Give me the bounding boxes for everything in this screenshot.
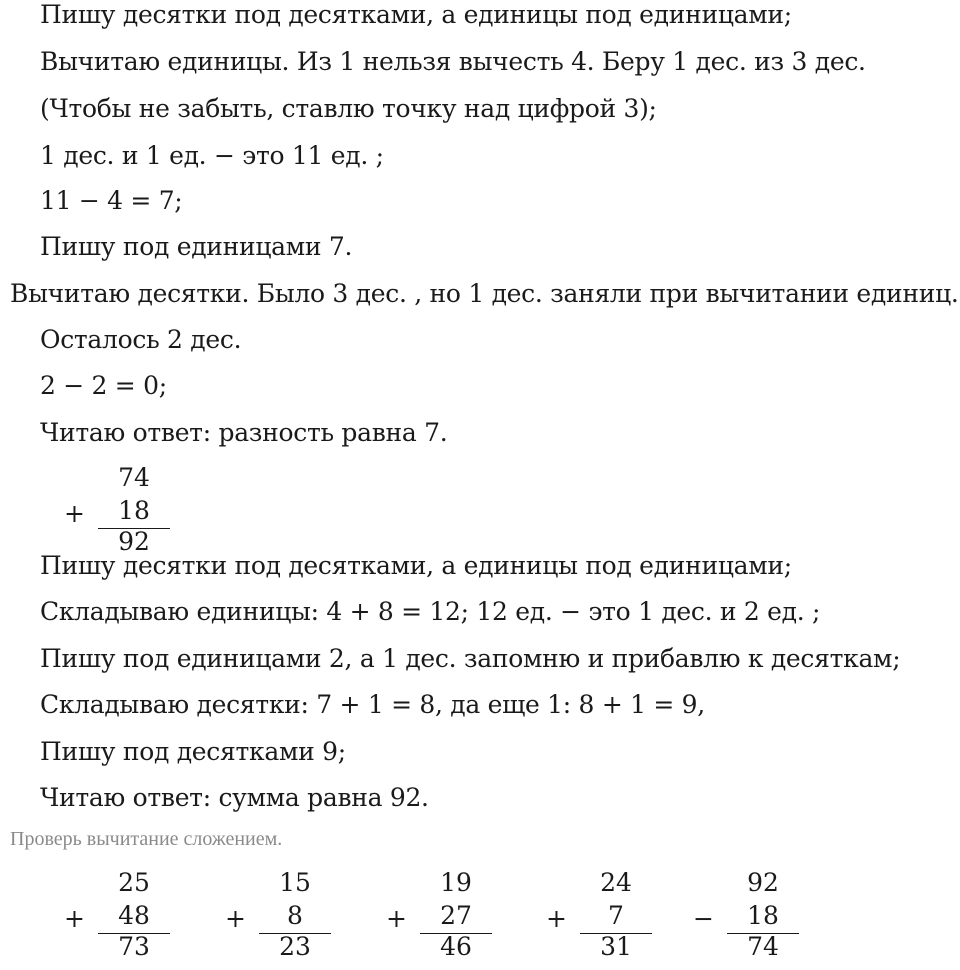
first-operand: 92 <box>747 868 779 897</box>
second-operand: 18 <box>118 496 150 525</box>
text-line: (Чтобы не забыть, ставлю точку над цифрой 3); <box>40 94 657 123</box>
text-line: 11 − 4 = 7; <box>40 186 183 215</box>
text-line: Читаю ответ: сумма равна 92. <box>40 783 429 812</box>
result: 31 <box>600 932 632 961</box>
column-addition-example <box>64 463 184 558</box>
second-operand: 48 <box>118 901 150 930</box>
operator-sign: − <box>693 904 714 933</box>
operator-sign: + <box>225 904 246 933</box>
first-operand: 24 <box>600 868 632 897</box>
second-operand: 8 <box>287 901 303 930</box>
first-operand: 19 <box>440 868 472 897</box>
check-example <box>64 868 184 963</box>
second-operand: 7 <box>608 901 624 930</box>
check-example <box>225 868 345 963</box>
text-line: Пишу десятки под десятками, а единицы под единицами; <box>40 0 792 29</box>
text-line: 2 − 2 = 0; <box>40 371 167 400</box>
text-line: Складываю десятки: 7 + 1 = 8, да еще 1: 8 + 1 = 9, <box>40 690 705 719</box>
first-operand: 25 <box>118 868 150 897</box>
operator-sign: + <box>64 499 85 528</box>
result: 92 <box>118 527 150 556</box>
text-line: Пишу десятки под десятками, а единицы под единицами; <box>40 551 792 580</box>
text-line: Вычитаю единицы. Из 1 нельзя вычесть 4. Беру 1 дес. из 3 дес. <box>40 47 866 76</box>
text-line: Читаю ответ: разность равна 7. <box>40 418 448 447</box>
text-line: Осталось 2 дес. <box>40 325 242 354</box>
text-line: Вычитаю десятки. Было 3 дес. , но 1 дес. заняли при вычитании единиц. <box>10 279 959 308</box>
operator-sign: + <box>546 904 567 933</box>
text-line: Складываю единицы: 4 + 8 = 12; 12 ед. − это 1 дес. и 2 ед. ; <box>40 597 821 626</box>
result: 46 <box>440 932 472 961</box>
text-line: 1 дес. и 1 ед. − это 11 ед. ; <box>40 141 384 170</box>
text-line: Пишу под десятками 9; <box>40 737 346 766</box>
operator-sign: + <box>64 904 85 933</box>
result: 73 <box>118 932 150 961</box>
second-operand: 18 <box>747 901 779 930</box>
task-heading: Проверь вычитание сложением. <box>10 828 283 850</box>
operator-sign: + <box>386 904 407 933</box>
check-example <box>546 868 666 963</box>
text-line: Пишу под единицами 2, а 1 дес. запомню и прибавлю к десяткам; <box>40 644 901 673</box>
result: 74 <box>747 932 779 961</box>
text-line: Пишу под единицами 7. <box>40 232 353 261</box>
result: 23 <box>279 932 311 961</box>
second-operand: 27 <box>440 901 472 930</box>
check-example <box>386 868 506 963</box>
check-example <box>693 868 813 963</box>
first-operand: 74 <box>118 463 150 492</box>
first-operand: 15 <box>279 868 311 897</box>
